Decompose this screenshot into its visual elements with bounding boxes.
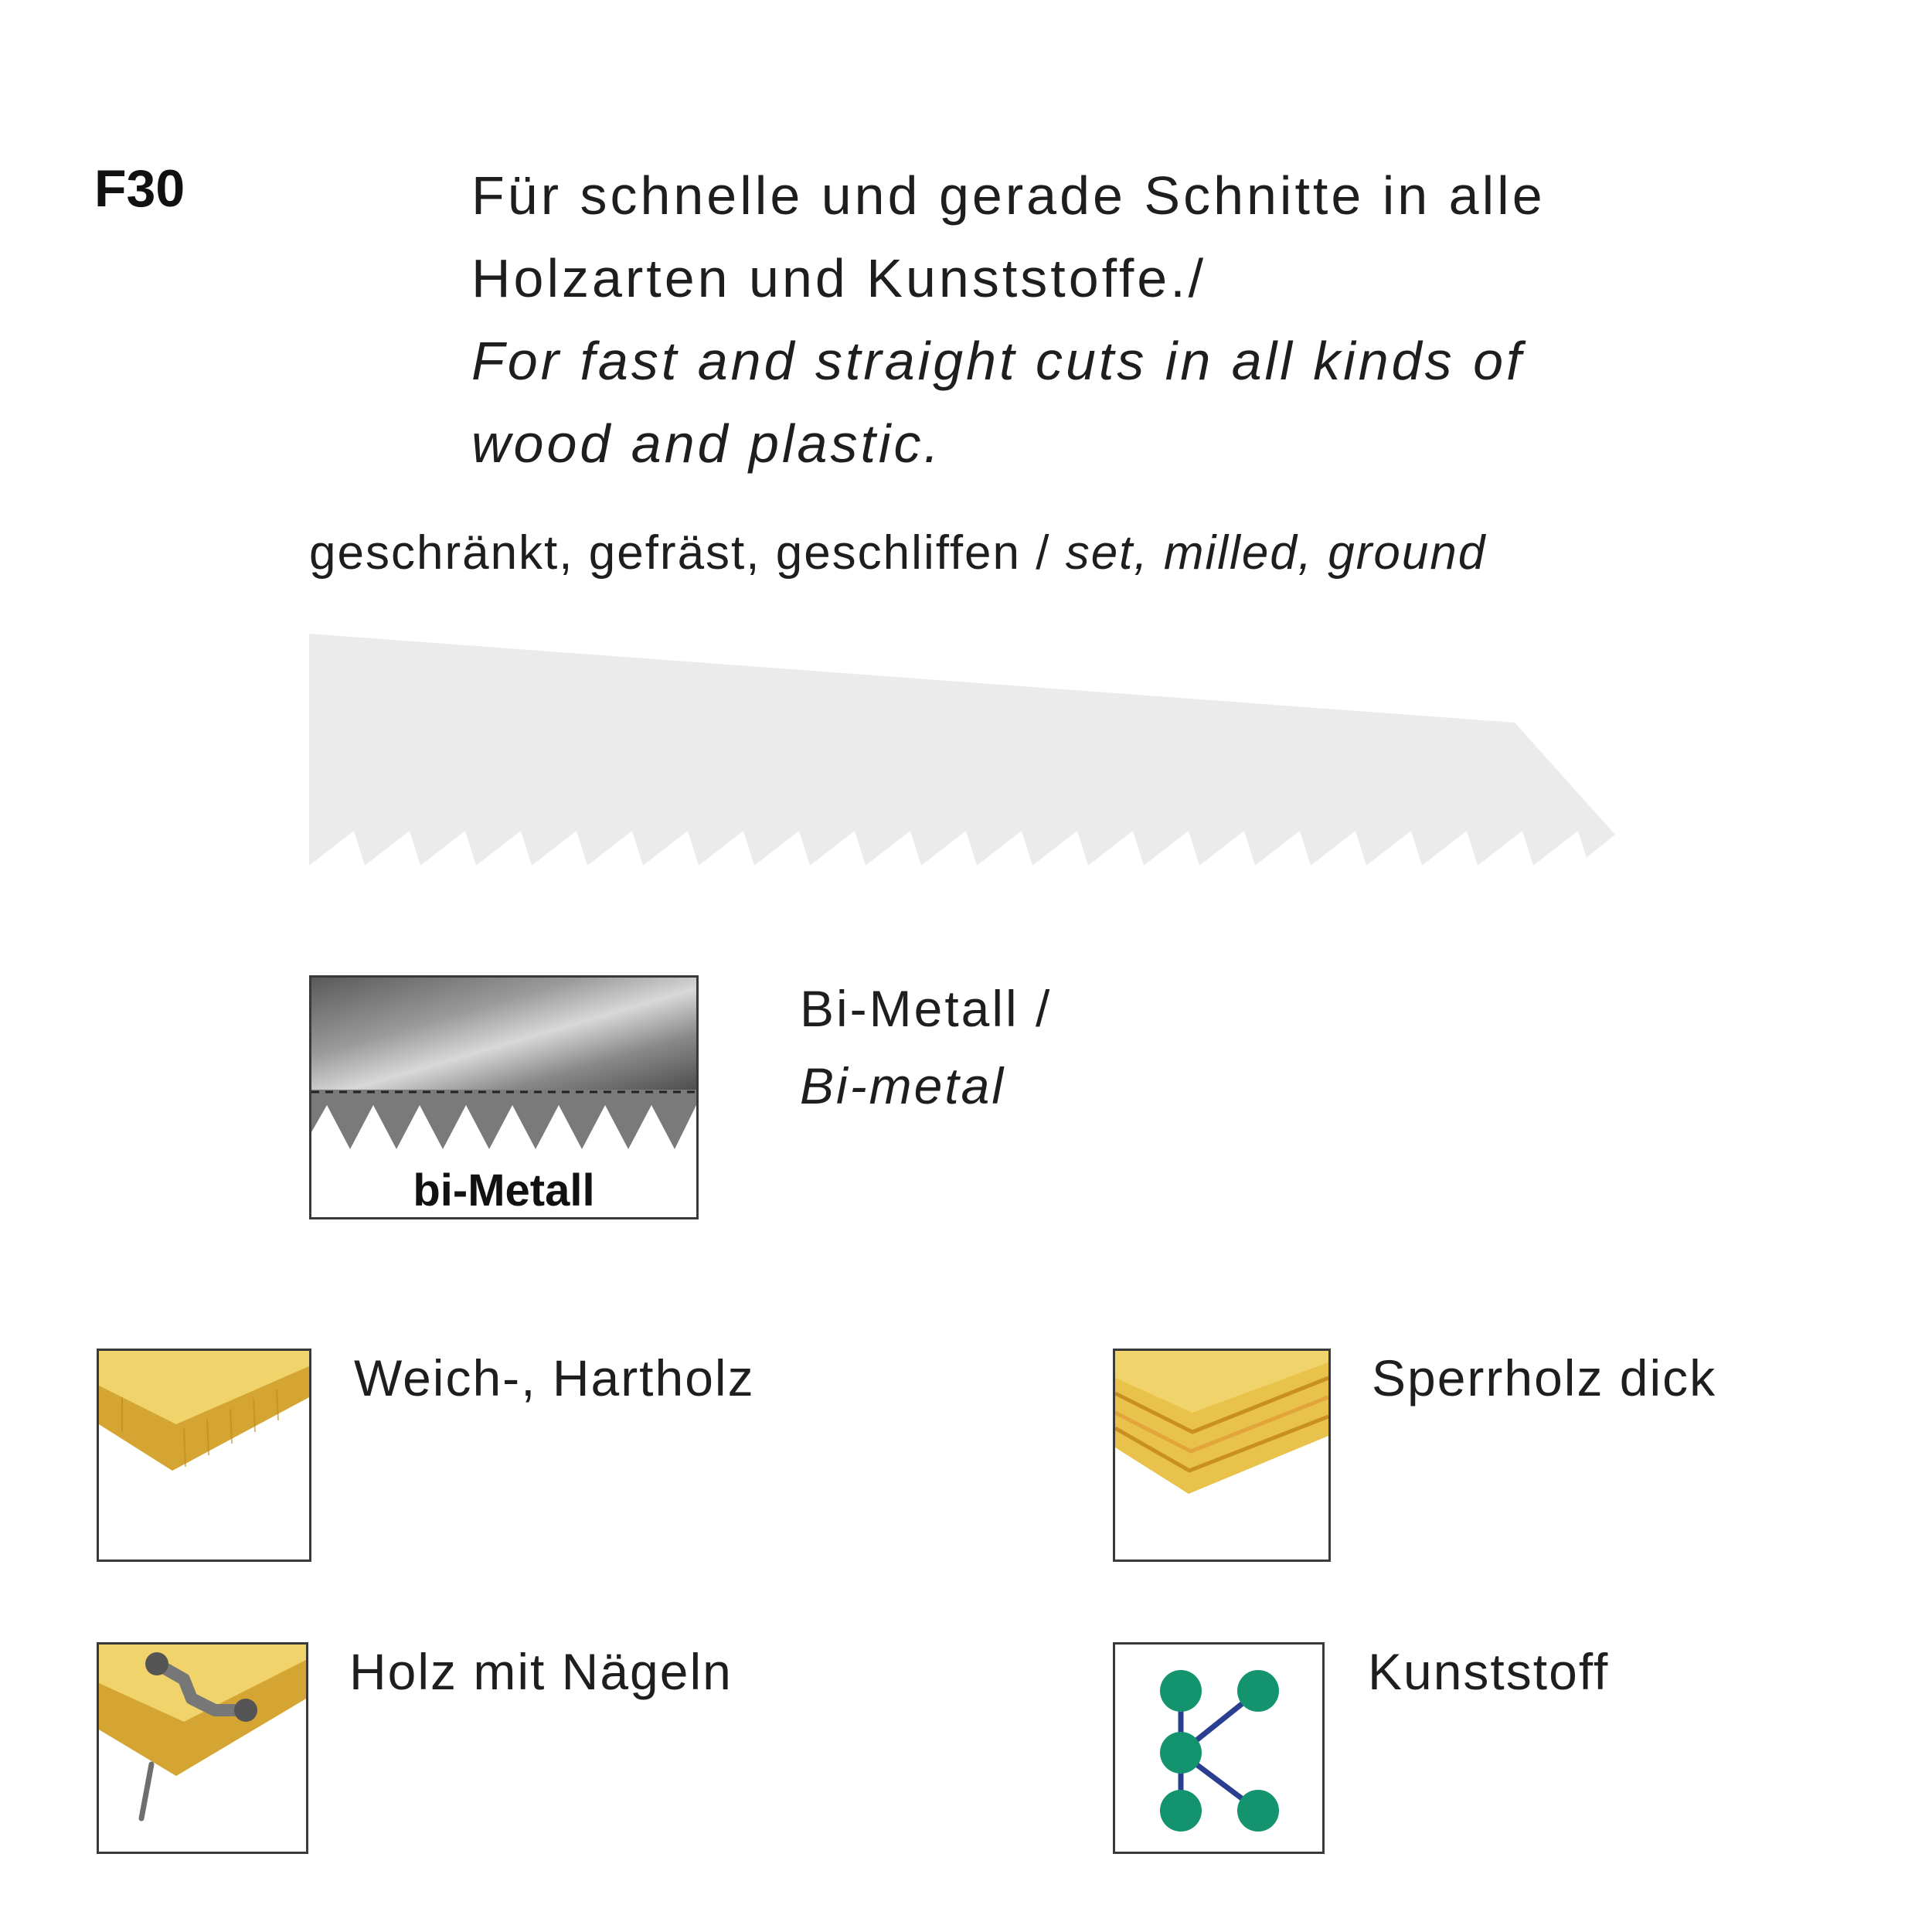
bi-metal-badge [309, 975, 699, 1219]
wood-with-nails-icon [97, 1642, 308, 1854]
tooth-properties [309, 526, 1486, 580]
application-label-wood-with-nails: Holz mit Nägeln [349, 1643, 733, 1700]
description-en-line-2: wood and plastic. [471, 413, 942, 474]
material-label [800, 970, 1052, 1124]
saw-blade-illustration [309, 634, 1638, 881]
thick-plywood-icon [1113, 1349, 1331, 1562]
application-label-softwood-hardwood: Weich-, Hartholz [354, 1349, 755, 1406]
material-label-de: Bi-Metall / [800, 980, 1053, 1037]
product-description [471, 155, 1546, 485]
description-de-line-1: Für schnelle und gerade Schnitte in alle [471, 165, 1546, 226]
application-label-thick-plywood: Sperrholz dick [1372, 1349, 1717, 1406]
tooth-properties-en: set, milled, ground [1065, 526, 1487, 580]
tooth-properties-de: geschränkt, gefräst, geschliffen [309, 526, 1022, 580]
bi-metal-badge-text: bi-Metall [413, 1165, 595, 1216]
bi-metal-teeth [311, 1090, 696, 1149]
description-de-line-2: Holzarten und Kunststoffe./ [471, 248, 1207, 308]
product-code: F30 [94, 159, 185, 218]
tooth-properties-separator: / [1021, 526, 1066, 580]
saw-blade-shape [309, 634, 1615, 866]
softwood-hardwood-icon [97, 1349, 311, 1562]
application-label-plastic: Kunststoff [1368, 1643, 1610, 1700]
description-en-line-1: For fast and straight cuts in all kinds of [471, 331, 1525, 391]
material-label-en: Bi-metal [800, 1057, 1006, 1114]
bi-metal-upper-band [311, 978, 696, 1090]
plastic-icon [1113, 1642, 1325, 1854]
